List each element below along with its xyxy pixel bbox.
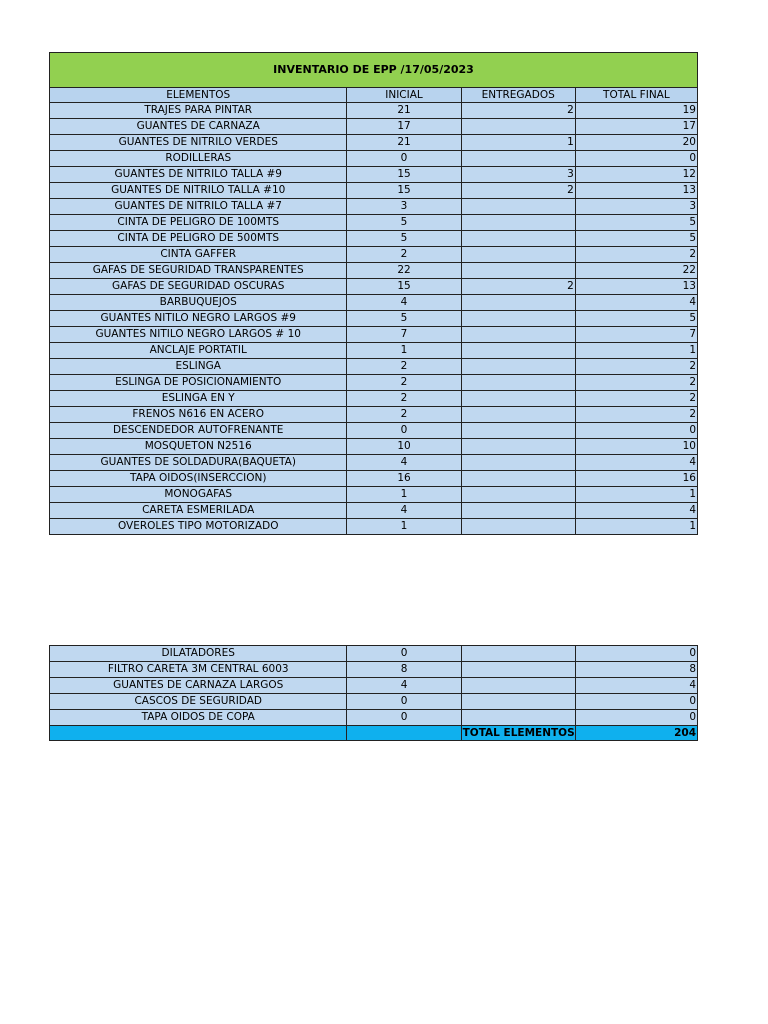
total-cell: 13 [575,183,697,199]
inicial-cell: 0 [347,646,461,662]
total-cell: 4 [575,295,697,311]
title-row [50,53,698,88]
inicial-cell: 4 [347,295,461,311]
table-row [50,135,698,151]
total-cell: 0 [575,646,697,662]
inicial-cell: 2 [347,247,461,263]
table-row [50,375,698,391]
inicial-cell: 10 [347,439,461,455]
item-name: TAPA OIDOS(INSERCCION) [50,471,347,487]
item-name: GUANTES DE CARNAZA [50,119,347,135]
inicial-cell: 15 [347,183,461,199]
entregados-cell [461,710,575,726]
item-name: GUANTES DE NITRILO VERDES [50,135,347,151]
item-name: CARETA ESMERILADA [50,503,347,519]
total-cell: 5 [575,215,697,231]
item-name: MONOGAFAS [50,487,347,503]
total-cell: 2 [575,247,697,263]
total-label: TOTAL ELEMENTOS [462,727,575,739]
inicial-cell: 1 [347,487,461,503]
table-row [50,167,698,183]
item-name: DILATADORES [50,646,347,662]
total-cell: 3 [575,199,697,215]
inicial-cell: 5 [347,311,461,327]
table-row [50,215,698,231]
item-name: FILTRO CARETA 3M CENTRAL 6003 [50,662,347,678]
total-cell: 10 [575,439,697,455]
item-name: ESLINGA [50,359,347,375]
table-row [50,646,698,662]
entregados-cell: 2 [461,103,575,119]
inicial-cell: 0 [347,710,461,726]
item-name: ESLINGA DE POSICIONAMIENTO [50,375,347,391]
entregados-cell [461,295,575,311]
inicial-cell: 0 [347,423,461,439]
item-name: TAPA OIDOS DE COPA [50,710,347,726]
entregados-cell [461,439,575,455]
table-row [50,327,698,343]
item-name: ANCLAJE PORTATIL [50,343,347,359]
inicial-cell: 7 [347,327,461,343]
entregados-cell [461,343,575,359]
total-cell: 1 [575,343,697,359]
inicial-cell: 3 [347,199,461,215]
total-cell: 22 [575,263,697,279]
entregados-cell [461,231,575,247]
item-name: TRAJES PARA PINTAR [50,103,347,119]
table-row [50,343,698,359]
entregados-cell: 2 [461,279,575,295]
entregados-cell [461,359,575,375]
inicial-cell: 16 [347,471,461,487]
total-cell: 2 [575,391,697,407]
inicial-cell: 1 [347,343,461,359]
entregados-cell [461,327,575,343]
inicial-cell: 21 [347,135,461,151]
inicial-cell: 2 [347,407,461,423]
entregados-cell: 1 [461,135,575,151]
table-row [50,694,698,710]
table-row [50,407,698,423]
item-name: GUANTES DE CARNAZA LARGOS [50,678,347,694]
table-row [50,231,698,247]
item-name: GUANTES DE NITRILO TALLA #7 [50,199,347,215]
table-title: INVENTARIO DE EPP /17/05/2023 [50,53,698,88]
table-row [50,311,698,327]
entregados-cell [461,151,575,167]
item-name: DESCENDEDOR AUTOFRENANTE [50,423,347,439]
header-row [50,88,698,103]
inicial-cell: 0 [347,151,461,167]
inicial-cell: 2 [347,391,461,407]
table-row [50,423,698,439]
item-name: BARBUQUEJOS [50,295,347,311]
table-row [50,678,698,694]
table-row [50,119,698,135]
inicial-cell: 4 [347,503,461,519]
header-inicial: INICIAL [347,88,461,103]
item-name: GUANTES DE NITRILO TALLA #9 [50,167,347,183]
item-name: GUANTES NITILO NEGRO LARGOS #9 [50,311,347,327]
entregados-cell [461,503,575,519]
entregados-cell [461,646,575,662]
item-name: CASCOS DE SEGURIDAD [50,694,347,710]
entregados-cell: 3 [461,167,575,183]
item-name: GAFAS DE SEGURIDAD TRANSPARENTES [50,263,347,279]
item-name: GUANTES DE NITRILO TALLA #10 [50,183,347,199]
total-cell: 4 [575,678,697,694]
total-value: 204 [575,726,697,741]
inicial-cell: 4 [347,455,461,471]
inicial-cell: 15 [347,279,461,295]
item-name: FRENOS N616 EN ACERO [50,407,347,423]
item-name: GUANTES DE SOLDADURA(BAQUETA) [50,455,347,471]
total-cell: 2 [575,407,697,423]
inicial-cell: 22 [347,263,461,279]
total-cell: 13 [575,279,697,295]
header-elementos: ELEMENTOS [50,88,347,103]
table-row [50,103,698,119]
entregados-cell [461,455,575,471]
entregados-cell [461,471,575,487]
entregados-cell [461,423,575,439]
inicial-cell: 17 [347,119,461,135]
header-total-final: TOTAL FINAL [575,88,697,103]
entregados-cell [461,694,575,710]
total-cell: 1 [575,487,697,503]
table-row [50,199,698,215]
inicial-cell: 2 [347,375,461,391]
item-name: GUANTES NITILO NEGRO LARGOS # 10 [50,327,347,343]
table-row [50,487,698,503]
table-row [50,455,698,471]
header-entregados: ENTREGADOS [461,88,575,103]
total-row [50,726,698,741]
total-cell: 0 [575,710,697,726]
table-row [50,471,698,487]
total-cell: 8 [575,662,697,678]
total-cell: 4 [575,455,697,471]
inicial-cell: 5 [347,231,461,247]
total-cell: 7 [575,327,697,343]
table-row [50,391,698,407]
inicial-cell: 5 [347,215,461,231]
entregados-cell [461,662,575,678]
total-cell: 5 [575,231,697,247]
extra-inventory-table [49,645,698,741]
item-name: CINTA GAFFER [50,247,347,263]
total-cell: 5 [575,311,697,327]
inicial-cell: 8 [347,662,461,678]
total-cell: 0 [575,151,697,167]
total-cell: 19 [575,103,697,119]
entregados-cell [461,375,575,391]
item-name: RODILLERAS [50,151,347,167]
total-cell: 1 [575,519,697,535]
inicial-cell: 21 [347,103,461,119]
entregados-cell [461,678,575,694]
entregados-cell [461,199,575,215]
item-name: GAFAS DE SEGURIDAD OSCURAS [50,279,347,295]
total-cell: 12 [575,167,697,183]
entregados-cell [461,263,575,279]
item-name: CINTA DE PELIGRO DE 100MTS [50,215,347,231]
total-cell: 0 [575,423,697,439]
inicial-cell: 2 [347,359,461,375]
item-name: MOSQUETON N2516 [50,439,347,455]
entregados-cell: 2 [461,183,575,199]
entregados-cell [461,247,575,263]
table-row [50,279,698,295]
total-cell: 17 [575,119,697,135]
item-name: CINTA DE PELIGRO DE 500MTS [50,231,347,247]
inicial-cell: 1 [347,519,461,535]
entregados-cell [461,119,575,135]
entregados-cell [461,215,575,231]
total-cell: 4 [575,503,697,519]
table-row [50,263,698,279]
table-row [50,519,698,535]
inicial-cell: 4 [347,678,461,694]
total-cell: 20 [575,135,697,151]
table-row [50,710,698,726]
item-name: ESLINGA EN Y [50,391,347,407]
entregados-cell [461,407,575,423]
table-row [50,359,698,375]
total-empty-cell [347,726,461,741]
table-row [50,183,698,199]
total-cell: 2 [575,375,697,391]
inicial-cell: 15 [347,167,461,183]
total-cell: 16 [575,471,697,487]
entregados-cell [461,311,575,327]
table-row [50,503,698,519]
table-row [50,151,698,167]
entregados-cell [461,391,575,407]
total-cell: 0 [575,694,697,710]
table-row [50,662,698,678]
item-name: OVEROLES TIPO MOTORIZADO [50,519,347,535]
entregados-cell [461,487,575,503]
entregados-cell [461,519,575,535]
total-empty-cell [50,726,347,741]
inventory-table [49,52,698,535]
table-row [50,295,698,311]
table-row [50,247,698,263]
total-cell: 2 [575,359,697,375]
inicial-cell: 0 [347,694,461,710]
table-row [50,439,698,455]
